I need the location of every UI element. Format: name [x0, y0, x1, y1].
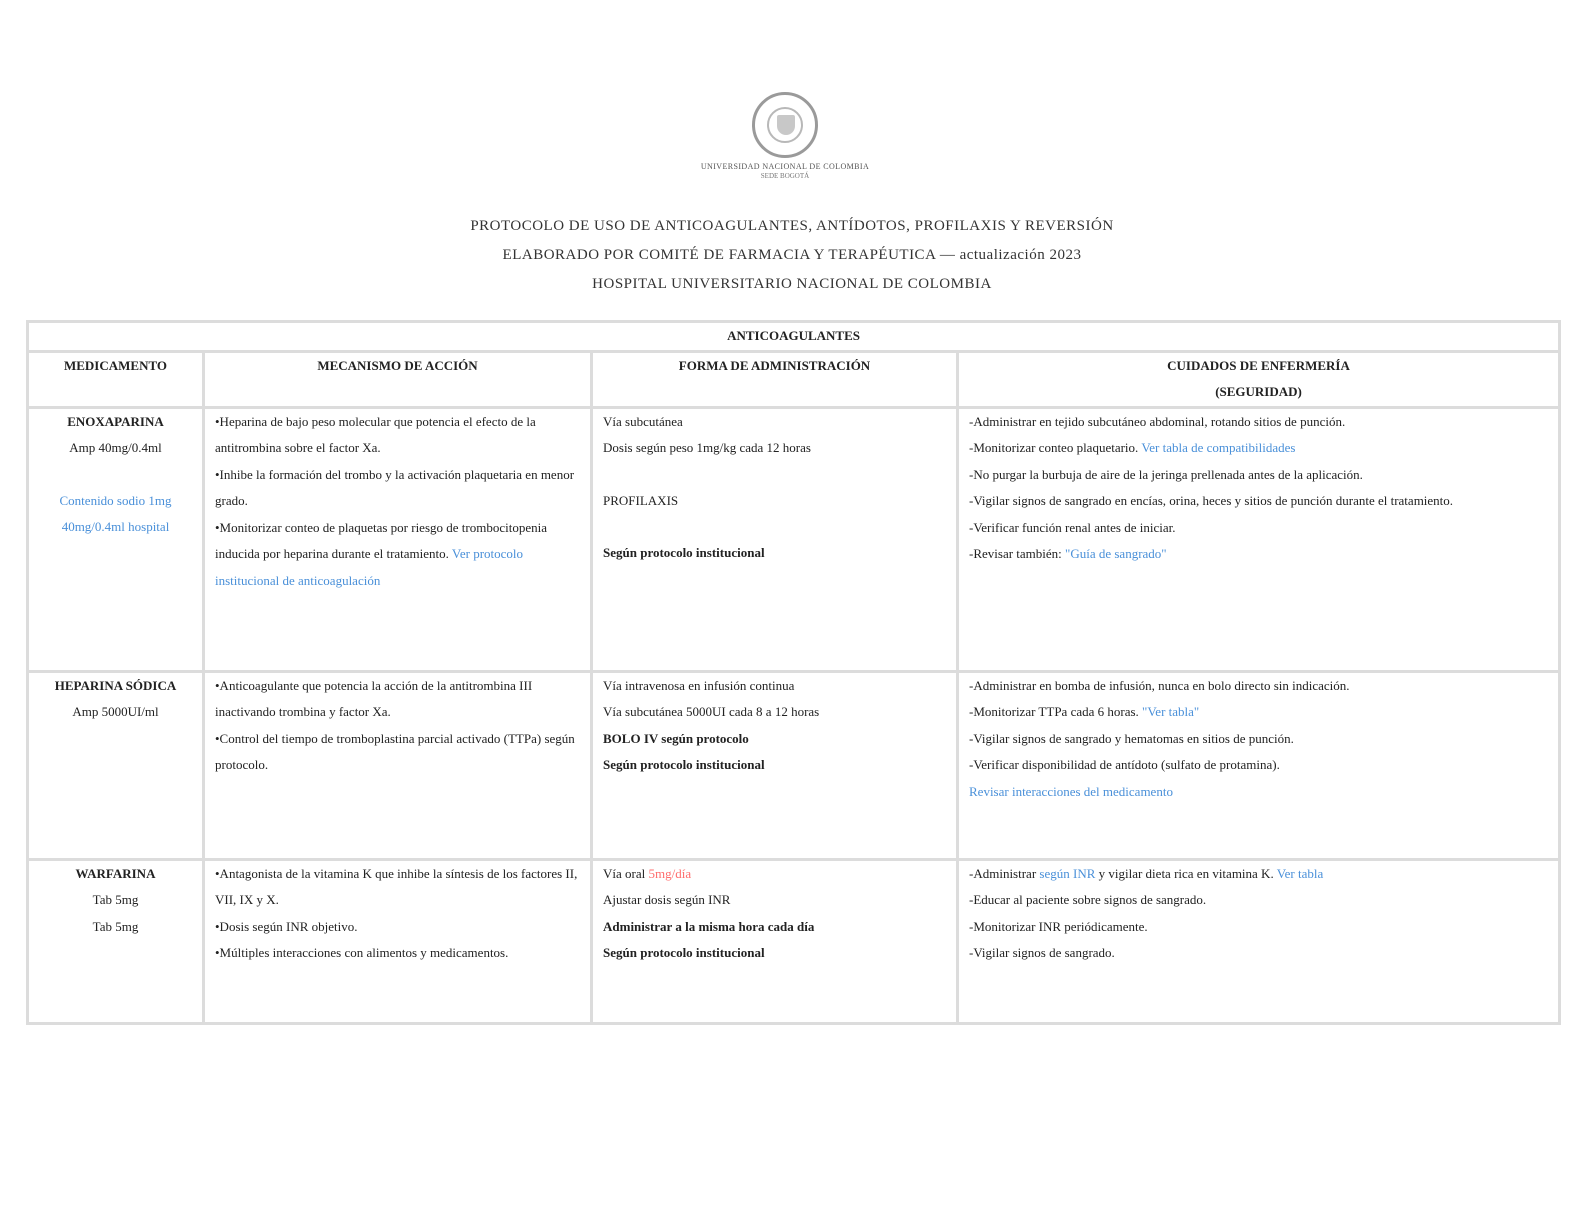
medications-table	[26, 320, 1561, 1025]
drug-dose: Amp 5000UI/ml	[72, 704, 159, 719]
care-link[interactable]: Ver tabla de compatibilidades	[1141, 440, 1296, 455]
header-logo	[620, 92, 950, 181]
care-text-mid: y vigilar dieta rica en vitamina K.	[1098, 865, 1274, 881]
care-link[interactable]: según INR	[1039, 865, 1096, 881]
mechanism-text-3: •Monitorizar conteo de plaquetas por riesgo de trombocitopenia inducida por heparina durante el tratamiento.	[215, 519, 547, 561]
drug-link[interactable]: Contenido sodio 1mg 40mg/0.4ml hospital	[59, 492, 172, 534]
admin-text: Vía intravenosa en infusión continua	[603, 677, 795, 693]
university-seal-icon	[752, 92, 818, 158]
care-cell	[958, 407, 1560, 671]
admin-text-3: Administrar a la misma hora cada día	[603, 918, 815, 934]
mechanism-text-2: •Dosis según INR objetivo.	[215, 918, 358, 934]
care-text-3: -No purgar la burbuja de aire de la jeringa prellenada antes de la aplicación.	[969, 466, 1363, 482]
mechanism-cell	[204, 671, 592, 859]
admin-text-4: Según protocolo institucional	[603, 545, 765, 560]
mechanism-text: •Antagonista de la vitamina K que inhibe la síntesis de los factores II, VII, IX y X.	[215, 865, 578, 907]
care-link-2[interactable]: Ver tabla	[1276, 865, 1324, 881]
mechanism-cell	[204, 407, 592, 671]
care-text: -Administrar	[969, 865, 1037, 881]
administration-cell	[592, 671, 958, 859]
care-text-4: -Verificar disponibilidad de antídoto (sulfato de protamina).	[969, 757, 1280, 772]
drug-dose: Amp 40mg/0.4ml	[69, 440, 162, 455]
mechanism-link[interactable]: Ver protocolo institucional de anticoagulación	[215, 546, 524, 588]
logo-text: UNIVERSIDAD NACIONAL DE COLOMBIA	[700, 162, 870, 171]
document-titles	[300, 212, 1284, 299]
mechanism-cell	[204, 859, 592, 1023]
administration-cell	[592, 859, 958, 1023]
logo-subtext: SEDE BOGOTÁ	[760, 172, 810, 180]
care-text-2: -Monitorizar conteo plaquetario.	[969, 440, 1139, 455]
document-title: PROTOCOLO DE USO DE ANTICOAGULANTES, ANTÍDOTOS, PROFILAXIS Y REVERSIÓN	[470, 218, 1114, 234]
drug-dose-2: Tab 5mg	[92, 918, 139, 934]
administration-cell	[592, 407, 958, 671]
care-text-4: -Vigilar signos de sangrado en encías, orina, heces y sitios de punción durante el tratamiento.	[969, 493, 1454, 508]
mechanism-text-2: •Inhibe la formación del trombo y la activación plaquetaria en menor grado.	[215, 466, 575, 508]
header-cuidados-label: CUIDADOS DE ENFERMERÍA	[1167, 357, 1350, 373]
header-seguridad-label: (SEGURIDAD)	[1215, 384, 1302, 399]
mechanism-text: •Heparina de bajo peso molecular que potencia el efecto de la antitrombina sobre el factor Xa.	[215, 413, 536, 455]
care-text-3: -Vigilar signos de sangrado y hematomas en sitios de punción.	[969, 730, 1294, 746]
care-text: -Administrar en bomba de infusión, nunca en bolo directo sin indicación.	[969, 677, 1350, 693]
admin-text-2: Ajustar dosis según INR	[603, 892, 731, 907]
drug-name: WARFARINA	[75, 865, 156, 881]
table-row	[28, 671, 1560, 859]
header-medicamento: MEDICAMENTO	[28, 351, 204, 407]
header-administracion: FORMA DE ADMINISTRACIÓN	[592, 351, 958, 407]
drug-cell	[28, 859, 204, 1023]
care-text-2: -Monitorizar TTPa cada 6 horas.	[969, 704, 1139, 719]
mechanism-text-3: •Múltiples interacciones con alimentos y medicamentos.	[215, 945, 509, 960]
table-section-title: ANTICOAGULANTES	[28, 322, 1560, 352]
document-institution: HOSPITAL UNIVERSITARIO NACIONAL DE COLOMBIA	[592, 276, 992, 292]
admin-highlight: 5mg/día	[648, 865, 692, 881]
care-label: -Revisar también:	[969, 546, 1062, 561]
care-cell	[958, 671, 1560, 859]
care-text: -Administrar en tejido subcutáneo abdominal, rotando sitios de punción.	[969, 413, 1346, 429]
care-link[interactable]: "Ver tabla"	[1142, 704, 1200, 719]
care-text-2: -Educar al paciente sobre signos de sangrado.	[969, 892, 1207, 907]
admin-text-2: Dosis según peso 1mg/kg cada 12 horas	[603, 440, 811, 455]
drug-name: HEPARINA SÓDICA	[54, 677, 177, 693]
admin-text: Vía subcutánea	[603, 413, 683, 429]
care-text-5: -Verificar función renal antes de iniciar.	[969, 519, 1176, 535]
header-cuidados	[958, 351, 1560, 407]
document-subtitle: ELABORADO POR COMITÉ DE FARMACIA Y TERAPÉUTICA — actualización 2023	[502, 247, 1082, 263]
drug-dose: Tab 5mg	[92, 892, 139, 907]
care-cell	[958, 859, 1560, 1023]
admin-text-2: Vía subcutánea 5000UI cada 8 a 12 horas	[603, 704, 820, 719]
drug-cell	[28, 407, 204, 671]
admin-text-3: BOLO IV según protocolo	[603, 730, 749, 746]
mechanism-text-2: •Control del tiempo de tromboplastina parcial activado (TTPa) según protocolo.	[215, 730, 575, 772]
care-text-3: -Monitorizar INR periódicamente.	[969, 918, 1148, 934]
admin-text-4: Según protocolo institucional	[603, 945, 765, 960]
drug-name: ENOXAPARINA	[67, 413, 164, 429]
drug-cell	[28, 671, 204, 859]
care-text-4: -Vigilar signos de sangrado.	[969, 945, 1115, 960]
table-row	[28, 407, 1560, 671]
admin-text-3: PROFILAXIS	[603, 492, 679, 508]
care-link-2[interactable]: "Guía de sangrado"	[1065, 546, 1167, 561]
mechanism-text: •Anticoagulante que potencia la acción de la antitrombina III inactivando trombina y factor Xa.	[215, 677, 533, 719]
header-mecanismo: MECANISMO DE ACCIÓN	[204, 351, 592, 407]
admin-text: Vía oral	[603, 865, 646, 881]
care-link-2[interactable]: Revisar interacciones del medicamento	[969, 783, 1173, 799]
table-row	[28, 859, 1560, 1023]
admin-text-4: Según protocolo institucional	[603, 757, 765, 772]
